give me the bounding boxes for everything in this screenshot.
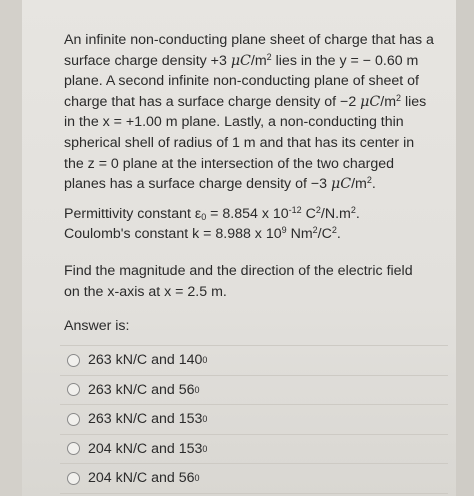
problem-line: planes has a surface charge density of −3 xyxy=(64,176,331,193)
problem-line: surface charge density +3 xyxy=(64,52,231,69)
problem-line: lies in the y = − 0.60 m xyxy=(271,52,419,69)
problem-line: charge that has a surface charge density of −2 xyxy=(64,93,361,110)
unit-sq: 2 xyxy=(366,175,372,186)
unit: /C xyxy=(317,226,332,243)
exponent: 2 xyxy=(315,204,321,215)
problem-line: . xyxy=(371,176,376,193)
problem-statement xyxy=(64,30,444,195)
answer-options xyxy=(60,345,448,494)
unit-sq: 2 xyxy=(266,51,272,62)
coulomb-text: Coulomb's constant k = 8.988 x 10 xyxy=(64,226,282,243)
unit: /N.m xyxy=(320,205,351,222)
problem-line: plane. A second infinite non-conducting plane of sheet of xyxy=(64,73,419,90)
radio-icon[interactable] xyxy=(67,442,80,455)
exponent: 2 xyxy=(312,225,318,236)
unit-c: C xyxy=(369,93,381,110)
question-text xyxy=(64,261,444,302)
problem-line: the z = 0 plane at the intersection of the two charged xyxy=(64,155,395,172)
radio-icon[interactable] xyxy=(67,354,80,367)
radio-icon[interactable] xyxy=(67,472,80,485)
option-2[interactable]: 263 kN/C and 56 0 xyxy=(60,375,448,405)
unit-c: C xyxy=(240,52,251,69)
exponent: -12 xyxy=(288,204,302,215)
punct: . xyxy=(336,226,341,243)
constants xyxy=(64,204,444,245)
question-line: on the x-axis at x = 2.5 m. xyxy=(64,283,227,300)
option-label: 263 kN/C and 56 xyxy=(88,381,195,398)
punct: . xyxy=(355,205,360,222)
option-1[interactable]: 263 kN/C and 140 0 xyxy=(60,345,448,375)
option-label: 263 kN/C and 140 xyxy=(88,352,203,369)
question-content xyxy=(64,30,444,337)
unit-per-m: /m xyxy=(250,52,267,69)
unit-c: C xyxy=(340,176,352,193)
radio-icon[interactable] xyxy=(67,383,80,396)
answer-label: Answer is: xyxy=(64,318,130,335)
option-4[interactable]: 204 kN/C and 153 0 xyxy=(60,434,448,464)
option-label: 204 kN/C and 153 xyxy=(88,440,203,457)
question-line: Find the magnitude and the direction of the electric field xyxy=(64,262,413,279)
unit-per-m: /m xyxy=(351,176,367,193)
option-3[interactable]: 263 kN/C and 153 0 xyxy=(60,404,448,434)
mu-symbol: μ xyxy=(230,52,241,69)
exponent: 2 xyxy=(350,204,356,215)
radio-icon[interactable] xyxy=(67,413,80,426)
mu-symbol: μ xyxy=(360,93,370,110)
unit: C xyxy=(301,205,316,222)
right-page-edge xyxy=(456,0,474,496)
unit-per-m: /m xyxy=(380,93,397,110)
permittivity-text: Permittivity constant ε xyxy=(64,205,202,222)
problem-line: An infinite non-conducting plane sheet of charge that has a xyxy=(64,32,434,48)
unit-sq: 2 xyxy=(396,92,402,103)
option-label: 263 kN/C and 153 xyxy=(88,411,203,428)
unit: Nm xyxy=(286,226,313,243)
left-page-edge xyxy=(0,0,22,496)
subscript: 0 xyxy=(201,211,207,222)
mu-symbol: μ xyxy=(330,176,341,193)
problem-line: spherical shell of radius of 1 m and that has its center in xyxy=(64,134,415,151)
option-label: 204 kN/C and 56 xyxy=(88,470,195,487)
option-5[interactable]: 204 kN/C and 56 0 xyxy=(60,463,448,494)
permittivity-value: = 8.854 x 10 xyxy=(206,205,289,222)
exponent: 9 xyxy=(281,225,287,236)
problem-line: lies xyxy=(401,93,427,110)
problem-line: in the x = +1.00 m plane. Lastly, a non-conducting thin xyxy=(64,114,404,131)
exponent: 2 xyxy=(331,225,337,236)
